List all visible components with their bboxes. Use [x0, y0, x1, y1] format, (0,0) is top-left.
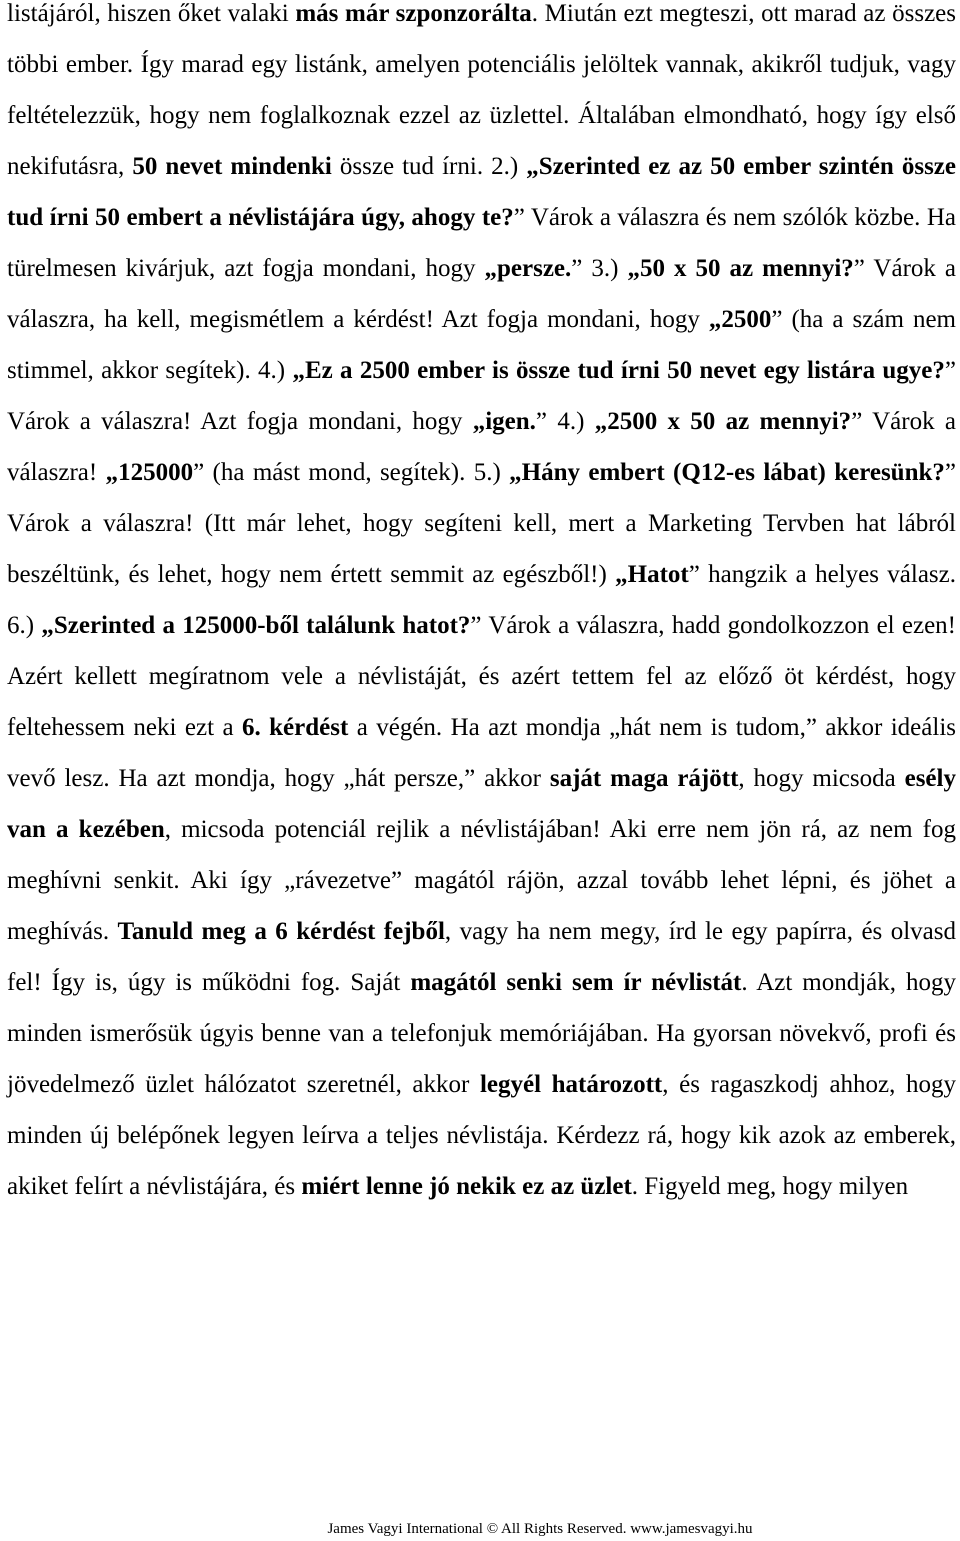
text-run: ” Várok a válaszra! (Itt már lehet, hogy segíteni kell, mert a Marketing Tervben hat lábról beszéltünk, és lehet, hogy nem értett semmit az egészből!): [7, 459, 956, 588]
text-run: ” Várok a válaszra! Azt fogja mondani, hogy: [7, 357, 956, 435]
bold-text-run: „Szerinted a 125000-ből találunk hatot?: [41, 612, 471, 639]
text-run: ” (ha a szám nem stimmel, akkor segítek). 4.): [7, 306, 956, 384]
text-run: listájáról, hiszen őket valaki: [7, 0, 296, 27]
text-run: , micsoda potenciál rejlik a névlistájában! Aki erre nem jön rá, az nem fog meghívni senkit. Aki így „rávezetve” magától rájön, azzal tovább lehet lépni, és jöhet a meghívás.: [7, 816, 957, 945]
text-run: ” Várok a válaszra, hadd gondolkozzon el ezen! Azért kellett megíratnom vele a névlistáját, és azért tettem fel az előző öt kérdést, hogy feltehessem neki ezt a: [7, 612, 956, 741]
text-run: ” 3.): [571, 255, 628, 282]
text-run: . Figyeld meg, hogy milyen: [631, 1173, 909, 1200]
page-footer: James Vagyi International © All Rights Reserved. www.jamesvagyi.hu: [327, 1521, 753, 1537]
bold-text-run: „persze.: [484, 255, 572, 282]
bold-text-run: 6. kérdést: [241, 714, 349, 741]
bold-text-run: legyél határozott: [479, 1071, 663, 1098]
text-run: össze tud írni. 2.): [331, 153, 527, 180]
text-run: . Miután ezt megteszi, ott marad az összes többi ember. Így marad egy listánk, amelyen potenciális jelöltek vannak, akikről tudjuk, vagy feltételezzük, hogy nem foglalkoznak ezzel az üzlettel. Általában elmondható, hogy így első nekifutásra,: [7, 0, 957, 180]
bold-text-run: „Hány embert (Q12-es lábat) keresünk?: [509, 459, 945, 486]
text-run: a végén. Ha azt mondja „hát nem is tudom,” akkor ideális vevő lesz. Ha azt mondja, hogy „hát persze,” akkor: [7, 714, 956, 792]
bold-text-run: „125000: [105, 459, 194, 486]
bold-text-run: esély van a kezében: [7, 765, 956, 843]
text-run: , és ragaszkodj ahhoz, hogy minden új belépőnek legyen leírva a teljes névlistája. Kérdezz rá, hogy kik azok az emberek, akiket felírt a névlistájára, és: [7, 1071, 956, 1200]
bold-text-run: „Hatot: [615, 561, 689, 588]
bold-text-run: saját maga rájött: [549, 765, 739, 792]
bold-text-run: magától senki sem ír névlistát: [410, 969, 742, 996]
text-run: . Azt mondják, hogy minden ismerősük úgyis benne van a telefonjuk memóriájában. Ha gyorsan növekvő, profi és jövedelmező üzlet hálózatot szeretnél, akkor: [7, 969, 956, 1098]
bold-text-run: Tanuld meg a 6 kérdést fejből: [117, 918, 445, 945]
bold-text-run: „igen.: [472, 408, 536, 435]
bold-text-run: „Ez a 2500 ember is össze tud írni 50 nevet egy listára ugye?: [292, 357, 945, 384]
text-run: ” Várok a válaszra és nem szólók közbe. Ha türelmesen kivárjuk, azt fogja mondani, hogy: [7, 204, 956, 282]
text-run: , hogy micsoda: [738, 765, 905, 792]
text-run: ” Várok a válaszra!: [7, 408, 957, 486]
bold-text-run: „Szerinted ez az 50 ember szintén össze tud írni 50 embert a névlistájára úgy, ahogy te?: [7, 153, 957, 231]
text-run: ” Várok a válaszra, ha kell, megismétlem a kérdést! Azt fogja mondani, hogy: [7, 255, 957, 333]
bold-text-run: más már szponzorálta: [295, 0, 532, 27]
bold-text-run: miért lenne jó nekik ez az üzlet: [301, 1173, 632, 1200]
bold-text-run: „2500 x 50 az mennyi?: [594, 408, 852, 435]
text-run: ” (ha mást mond, segítek). 5.): [193, 459, 510, 486]
bold-text-run: 50 nevet mindenki: [132, 153, 332, 180]
text-run: ” hangzik a helyes válasz. 6.): [7, 561, 956, 639]
bold-text-run: „2500: [708, 306, 772, 333]
text-run: ” 4.): [535, 408, 595, 435]
text-run: , vagy ha nem megy, írd le egy papírra, és olvasd fel! Így is, úgy is működni fog. Saját: [7, 918, 956, 996]
body-paragraph: [7, 0, 956, 1212]
bold-text-run: „50 x 50 az mennyi?: [627, 255, 854, 282]
